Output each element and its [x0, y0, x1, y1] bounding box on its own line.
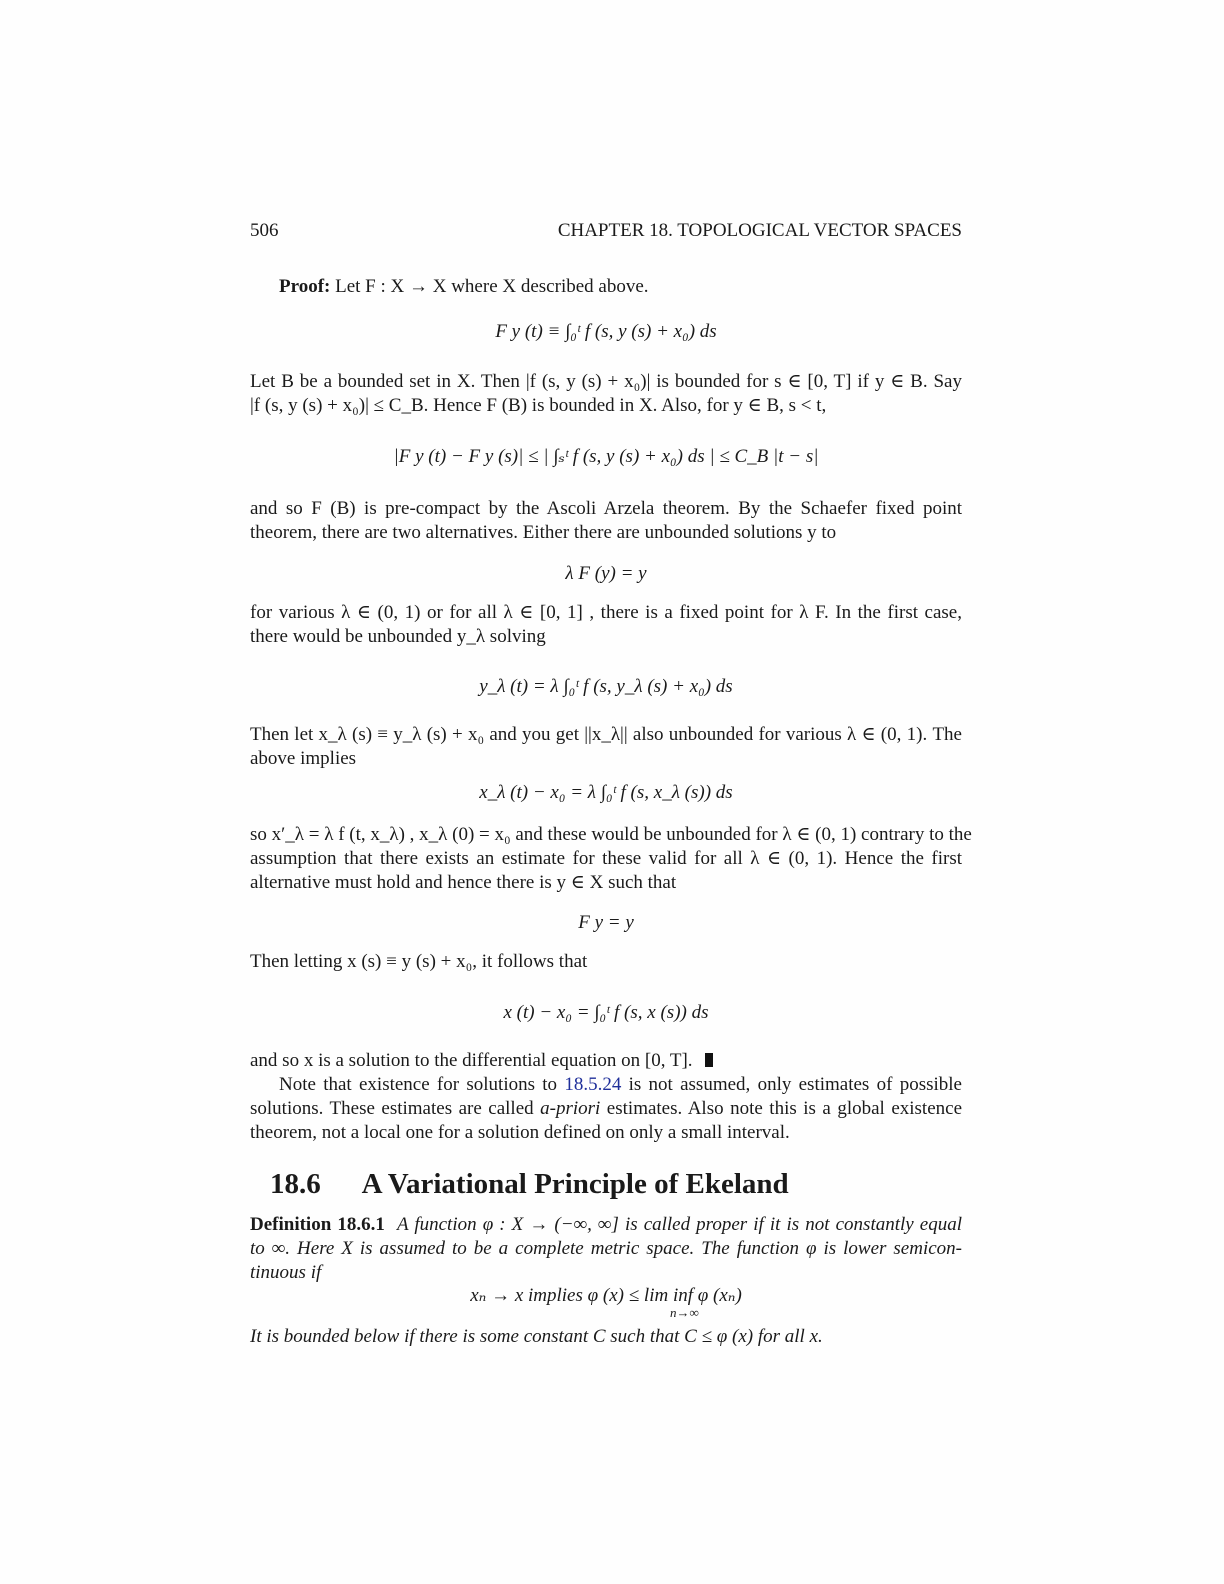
proof-end-line — [250, 1049, 713, 1073]
definition-text: A function φ : X → (−∞, ∞] is called proper if it is not constantly equal — [397, 1214, 963, 1235]
limit-subscript: n→∞ — [670, 1305, 699, 1320]
paragraph-line: Then letting x (s) ≡ y (s) + x₀, it follows that — [250, 951, 588, 972]
note-line — [279, 1073, 962, 1097]
note-text: solutions. These estimates are called — [250, 1098, 541, 1119]
note-text: estimates. Also note this is a global existence — [600, 1098, 962, 1119]
paragraph-line: and so F (B) is pre-compact by the Ascoli Arzela theorem. By the Schaefer fixed point — [250, 498, 962, 519]
paragraph-line: alternative must hold and hence there is y ∈ X such that — [250, 872, 677, 893]
equation-3: λ F (y) = y — [565, 563, 647, 584]
paragraph-line: assumption that there exists an estimate for these valid for all λ ∈ (0, 1). Hence the first — [250, 848, 962, 869]
page-number: 506 — [250, 220, 279, 241]
proof-intro-line — [279, 275, 649, 299]
definition-label: Definition 18.6.1 — [250, 1214, 385, 1235]
paragraph-line: |f (s, y (s) + x₀)| ≤ C_B. Hence F (B) is bounded in X. Also, for y ∈ B, s < t, — [250, 395, 827, 416]
equation-4: y_λ (t) = λ ∫₀ᵗ f (s, y_λ (s) + x₀) ds — [479, 676, 733, 697]
definition-line — [250, 1213, 962, 1237]
paragraph-line: above implies — [250, 748, 357, 769]
equation-reference-link[interactable]: 18.5.24 — [564, 1074, 622, 1095]
paragraph-line: there would be unbounded y_λ solving — [250, 626, 546, 647]
note-text: Note that existence for solutions to — [279, 1074, 565, 1095]
paragraph-line: Then let x_λ (s) ≡ y_λ (s) + x₀ and you get ||x_λ|| also unbounded for various λ ∈ (0, 1). The — [250, 724, 962, 745]
equation-7: x (t) − x₀ = ∫₀ᵗ f (s, x (s)) ds — [503, 1002, 709, 1023]
paragraph-line: for various λ ∈ (0, 1) or for all λ ∈ [0, 1] , there is a fixed point for λ F. In the first case, — [250, 602, 962, 623]
paragraph-text: and so x is a solution to the differential equation on [0, T]. — [250, 1050, 693, 1071]
emphasis-text: a-priori — [540, 1098, 601, 1119]
section-heading — [270, 1166, 789, 1202]
definition-line: tinuous if — [250, 1262, 322, 1283]
section-title: A Variational Principle of Ekeland — [361, 1168, 789, 1200]
qed-icon — [705, 1053, 713, 1067]
equation-1: F y (t) ≡ ∫₀ᵗ f (s, y (s) + x₀) ds — [495, 321, 717, 342]
equation-2: |F y (t) − F y (s)| ≤ | ∫ₛᵗ f (s, y (s) + x₀) ds | ≤ C_B |t − s| — [393, 446, 819, 467]
note-text: is not assumed, only estimates of possible — [621, 1074, 962, 1095]
paragraph-line: Let B be a bounded set in X. Then |f (s, y (s) + x₀)| is bounded for s ∈ [0, T] if y ∈ B. Say — [250, 371, 962, 392]
paragraph-line: theorem, there are two alternatives. Either there are unbounded solutions y to — [250, 522, 837, 543]
section-number: 18.6 — [270, 1168, 321, 1200]
definition-equation: xₙ → x implies φ (x) ≤ lim inf φ (xₙ) — [470, 1285, 742, 1306]
running-title: CHAPTER 18. TOPOLOGICAL VECTOR SPACES — [557, 220, 962, 241]
paragraph-line: so x′_λ = λ f (t, x_λ) , x_λ (0) = x₀ and these would be unbounded for λ ∈ (0, 1) contrary to the — [250, 824, 972, 845]
definition-line: to ∞. Here X is assumed to be a complete metric space. The function φ is lower semicon- — [250, 1238, 962, 1259]
definition-line: It is bounded below if there is some constant C such that C ≤ φ (x) for all x. — [250, 1326, 823, 1347]
equation-6: F y = y — [578, 912, 634, 933]
equation-5: x_λ (t) − x₀ = λ ∫₀ᵗ f (s, x_λ (s)) ds — [479, 782, 733, 803]
note-line: theorem, not a local one for a solution defined on only a small interval. — [250, 1122, 790, 1143]
note-line — [250, 1097, 962, 1121]
proof-intro-text: Let F : X → X where X described above. — [335, 276, 649, 297]
proof-label: Proof: — [279, 276, 331, 297]
